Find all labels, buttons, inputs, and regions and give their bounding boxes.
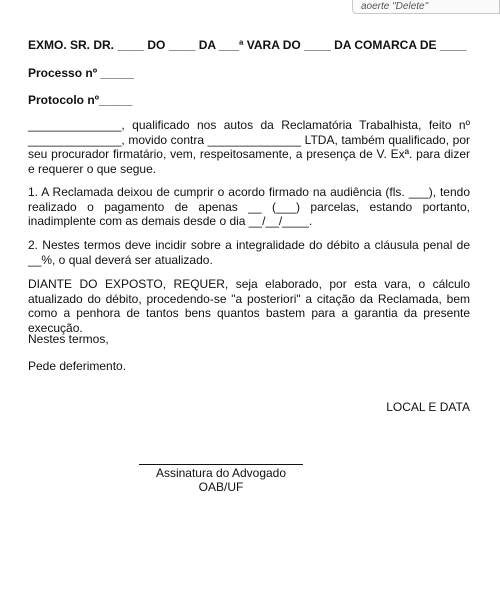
local-date-field: LOCAL E DATA bbox=[386, 400, 470, 414]
paragraph-item-2: 2. Nestes termos deve incidir sobre a integralidade do débito a cláusula penal de __%, o qual deverá ser atualizado. bbox=[28, 238, 470, 267]
paragraph-request: DIANTE DO EXPOSTO, REQUER, seja elaborado, por esta vara, o cálculo atualizado do débito, procedendo-se "a posteriori" a citação da Reclamada, bem como a penhora de tantos bens quantos bastem para a garantia da presente execução. bbox=[28, 277, 470, 335]
processo-field: Processo nº _____ bbox=[28, 66, 134, 80]
paragraph-item-1: 1. A Reclamada deixou de cumprir o acordo firmado na audiência (fls. ___), tendo realizado o pagamento de apenas __ (___) parcelas, estando portanto, inadimplente com as demais desde o dia __/__/____. bbox=[28, 185, 470, 228]
closing-request: Pede deferimento. bbox=[28, 359, 127, 373]
paragraph-intro: ______________, qualificado nos autos da Reclamatória Trabalhista, feito nº ______________, movido contra ______________ LTDA, também qualificado, por seu procurador firmatário, vem, respeitosamente, a presença de V. Exª. para dizer e requerer o que segue. bbox=[28, 118, 470, 176]
instruction-text: aoerte "Delete" bbox=[361, 1, 429, 12]
protocolo-field: Protocolo nº_____ bbox=[28, 93, 133, 107]
document-header: EXMO. SR. DR. ____ DO ____ DA ___ª VARA DO ____ DA COMARCA DE ____ bbox=[28, 38, 467, 52]
closing-terms: Nestes termos, bbox=[28, 332, 109, 346]
signature-oab: OAB/UF bbox=[198, 480, 244, 494]
signature-name: Assinatura do Advogado bbox=[155, 466, 287, 480]
instruction-tooltip bbox=[352, 0, 500, 14]
signature-line bbox=[139, 464, 303, 465]
